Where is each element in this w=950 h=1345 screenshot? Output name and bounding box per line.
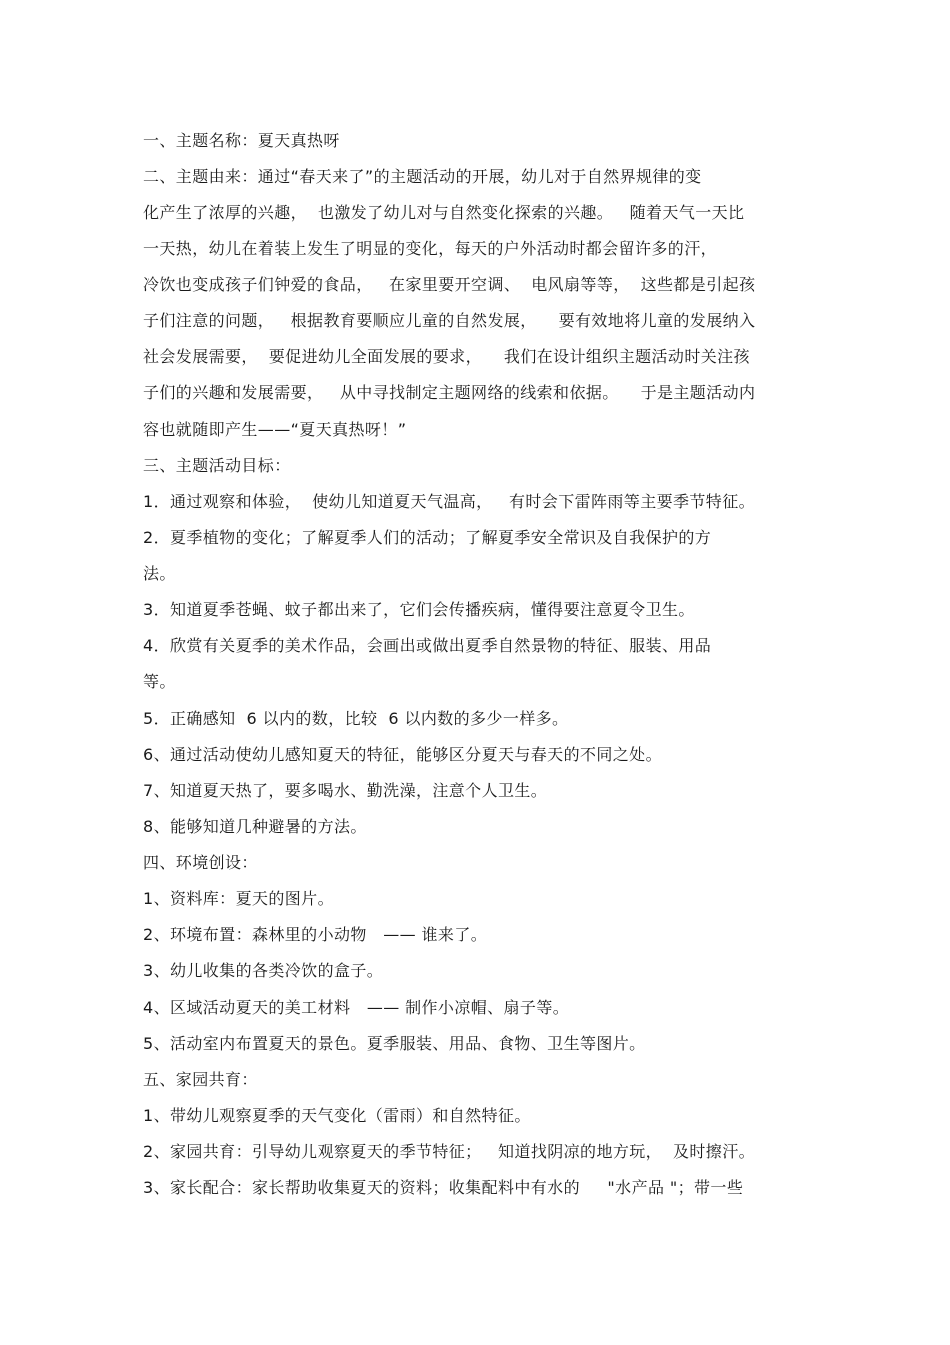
list-item: 4．欣赏有关夏季的美术作品，会画出或做出夏季自然景物的特征、服装、用品 — [143, 636, 712, 655]
section-title-theme-origin: 二、主题由来：通过“春天来了”的主题活动的开展，幼儿对于自然界规律的变 — [143, 167, 702, 186]
section-title-environment: 四、环境创设： — [143, 853, 258, 872]
list-item: 2、环境布置：森林里的小动物 —— 谁来了。 — [143, 925, 488, 944]
paragraph-line: 子们注意的问题， 根据教育要顺应儿童的自然发展， 要有效地将儿童的发展纳入 — [143, 311, 756, 330]
section-title-goals: 三、主题活动目标： — [143, 456, 291, 475]
list-item: 7、知道夏天热了，要多喝水、勤洗澡，注意个人卫生。 — [143, 781, 548, 800]
section-title-theme-name: 一、主题名称：夏天真热呀 — [143, 131, 340, 150]
list-item: 3、家长配合：家长帮助收集夏天的资料；收集配料中有水的 "水产品 "；带一些 — [143, 1178, 744, 1197]
list-item-continuation: 法。 — [143, 564, 176, 583]
section-title-home-school: 五、家园共育： — [143, 1070, 258, 1089]
list-item: 2．夏季植物的变化；了解夏季人们的活动；了解夏季安全常识及自我保护的方 — [143, 528, 712, 547]
list-item: 2、家园共育：引导幼儿观察夏天的季节特征； 知道找阴凉的地方玩， 及时擦汗。 — [143, 1142, 756, 1161]
paragraph-line: 子们的兴趣和发展需要， 从中寻找制定主题网络的线索和依据。 于是主题活动内 — [143, 383, 756, 402]
paragraph-line: 一天热，幼儿在着装上发生了明显的变化，每天的户外活动时都会留许多的汗， — [143, 239, 718, 258]
list-item: 8、能够知道几种避暑的方法。 — [143, 817, 367, 836]
paragraph-line: 化产生了浓厚的兴趣， 也激发了幼儿对与自然变化探索的兴趣。 随着天气一天比 — [143, 203, 745, 222]
list-item-continuation: 等。 — [143, 672, 176, 691]
list-item: 5、活动室内布置夏天的景色。夏季服装、用品、食物、卫生等图片。 — [143, 1034, 646, 1053]
paragraph-line: 容也就随即产生——“夏天真热呀！” — [143, 420, 407, 439]
list-item: 1．通过观察和体验， 使幼儿知道夏天气温高， 有时会下雷阵雨等主要季节特征。 — [143, 492, 756, 511]
paragraph-line: 社会发展需要， 要促进幼儿全面发展的要求， 我们在设计组织主题活动时关注孩 — [143, 347, 750, 366]
list-item: 4、区域活动夏天的美工材料 —— 制作小凉帽、扇子等。 — [143, 998, 570, 1017]
list-item: 5．正确感知 6 以内的数，比较 6 以内数的多少一样多。 — [143, 709, 569, 728]
list-item: 1、资料库：夏天的图片。 — [143, 889, 334, 908]
list-item: 3、幼儿收集的各类冷饮的盒子。 — [143, 961, 384, 980]
list-item: 6、通过活动使幼儿感知夏天的特征，能够区分夏天与春天的不同之处。 — [143, 745, 662, 764]
list-item: 3．知道夏季苍蝇、蚊子都出来了，它们会传播疾病，懂得要注意夏令卫生。 — [143, 600, 695, 619]
paragraph-line: 冷饮也变成孩子们钟爱的食品， 在家里要开空调、 电风扇等等， 这些都是引起孩 — [143, 275, 756, 294]
list-item: 1、带幼儿观察夏季的天气变化（雷雨）和自然特征。 — [143, 1106, 531, 1125]
